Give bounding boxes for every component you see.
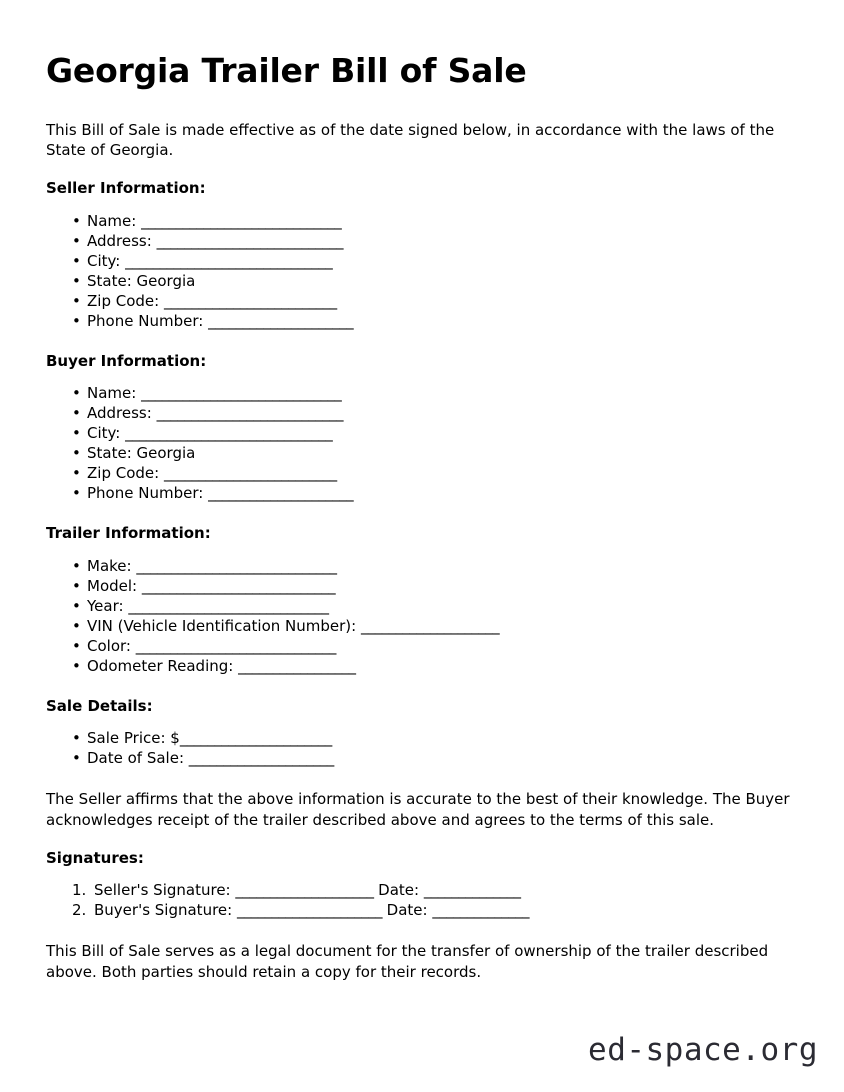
- field-label: Date of Sale:: [87, 749, 189, 768]
- trailer-information-list: [46, 556, 798, 676]
- signature-blank[interactable]: ____________________: [235, 881, 374, 900]
- seller-information-heading: Seller Information:: [46, 179, 206, 198]
- field-label: State: Georgia: [87, 271, 196, 290]
- buyer-information-heading: Buyer Information:: [46, 351, 207, 370]
- field-label: City:: [87, 251, 126, 270]
- sale-details-list: [46, 728, 798, 768]
- affirmation-paragraph: The Seller affirms that the above information is accurate to the best of their knowledge. The Buyer acknowledges receipt of the trailer described above and agrees to the terms of this sale.: [46, 790, 790, 829]
- list-item: [72, 463, 798, 483]
- field-label: Odometer Reading:: [87, 656, 239, 675]
- field-blank[interactable]: _____________________________: [128, 596, 329, 615]
- field-label: Color:: [87, 636, 136, 655]
- list-item: [72, 880, 798, 900]
- buyer-information-list: [46, 383, 798, 503]
- list-item: [72, 636, 798, 656]
- field-blank[interactable]: ____________________: [360, 616, 499, 635]
- list-item: [72, 656, 798, 676]
- signatures-list: [46, 880, 798, 920]
- field-label: Name:: [87, 384, 142, 403]
- field-blank[interactable]: _____________________: [188, 749, 334, 768]
- date-label: Date:: [381, 901, 433, 920]
- list-item: [72, 443, 798, 463]
- field-blank[interactable]: _________________________: [163, 291, 337, 310]
- closing-paragraph: This Bill of Sale serves as a legal document for the transfer of ownership of the trailer described above. Both parties should retain a copy for their records.: [46, 942, 769, 981]
- list-item: [72, 483, 798, 503]
- date-blank[interactable]: ______________: [423, 881, 521, 900]
- page-title: Georgia Trailer Bill of Sale: [46, 51, 527, 90]
- list-item: [72, 251, 798, 271]
- field-blank[interactable]: ___________________________: [156, 231, 343, 250]
- list-item: [72, 423, 798, 443]
- field-label: City:: [87, 424, 126, 443]
- field-blank[interactable]: ______________________: [179, 729, 332, 748]
- field-blank[interactable]: _________________: [238, 656, 356, 675]
- list-item: [72, 231, 798, 251]
- field-blank[interactable]: ___________________________: [156, 404, 343, 423]
- list-item: [72, 616, 798, 636]
- field-blank[interactable]: ______________________________: [125, 424, 333, 443]
- field-label: Sale Price: $: [87, 729, 180, 748]
- field-label: State: Georgia: [87, 444, 196, 463]
- list-item: [72, 556, 798, 576]
- field-blank[interactable]: _____________________________: [135, 636, 336, 655]
- list-item: [72, 728, 798, 748]
- trailer-information-heading: Trailer Information:: [46, 524, 211, 543]
- list-item: [72, 748, 798, 768]
- signature-blank[interactable]: _____________________: [236, 901, 382, 920]
- field-label: VIN (Vehicle Identification Number):: [87, 616, 361, 635]
- field-label: Make:: [87, 556, 137, 575]
- date-label: Date:: [373, 881, 424, 900]
- field-blank[interactable]: _____________________________: [141, 384, 342, 403]
- field-blank[interactable]: _________________________: [163, 464, 337, 483]
- field-label: Phone Number:: [87, 484, 209, 503]
- list-item: [72, 576, 798, 596]
- signature-label: Seller's Signature:: [94, 881, 236, 900]
- signature-label: Buyer's Signature:: [94, 901, 237, 920]
- field-blank[interactable]: ____________________________: [141, 576, 336, 595]
- list-item: [72, 211, 798, 231]
- field-blank[interactable]: _____________________: [208, 484, 353, 503]
- list-item: [72, 383, 798, 403]
- list-item: [72, 596, 798, 616]
- list-item: [72, 291, 798, 311]
- field-blank[interactable]: _____________________________: [136, 556, 337, 575]
- field-label: Model:: [87, 576, 142, 595]
- field-label: Year:: [87, 596, 129, 615]
- seller-information-list: [46, 211, 798, 331]
- list-item: [72, 403, 798, 423]
- date-blank[interactable]: ______________: [432, 901, 529, 920]
- list-item: [72, 311, 798, 331]
- site-watermark: ed-space.org: [588, 1032, 818, 1068]
- field-label: Zip Code:: [87, 291, 164, 310]
- field-label: Name:: [87, 211, 142, 230]
- intro-paragraph: This Bill of Sale is made effective as of the date signed below, in accordance with the laws of the State of Georgia.: [46, 120, 775, 160]
- field-label: Address:: [87, 404, 157, 423]
- field-label: Phone Number:: [87, 311, 209, 330]
- field-blank[interactable]: _____________________: [208, 311, 353, 330]
- list-item: [72, 271, 798, 291]
- field-blank[interactable]: _____________________________: [141, 211, 342, 230]
- sale-details-heading: Sale Details:: [46, 696, 153, 715]
- field-label: Address:: [87, 231, 157, 250]
- signatures-heading: Signatures:: [46, 848, 144, 867]
- field-label: Zip Code:: [87, 464, 164, 483]
- field-blank[interactable]: ______________________________: [125, 251, 333, 270]
- list-item: [72, 900, 798, 920]
